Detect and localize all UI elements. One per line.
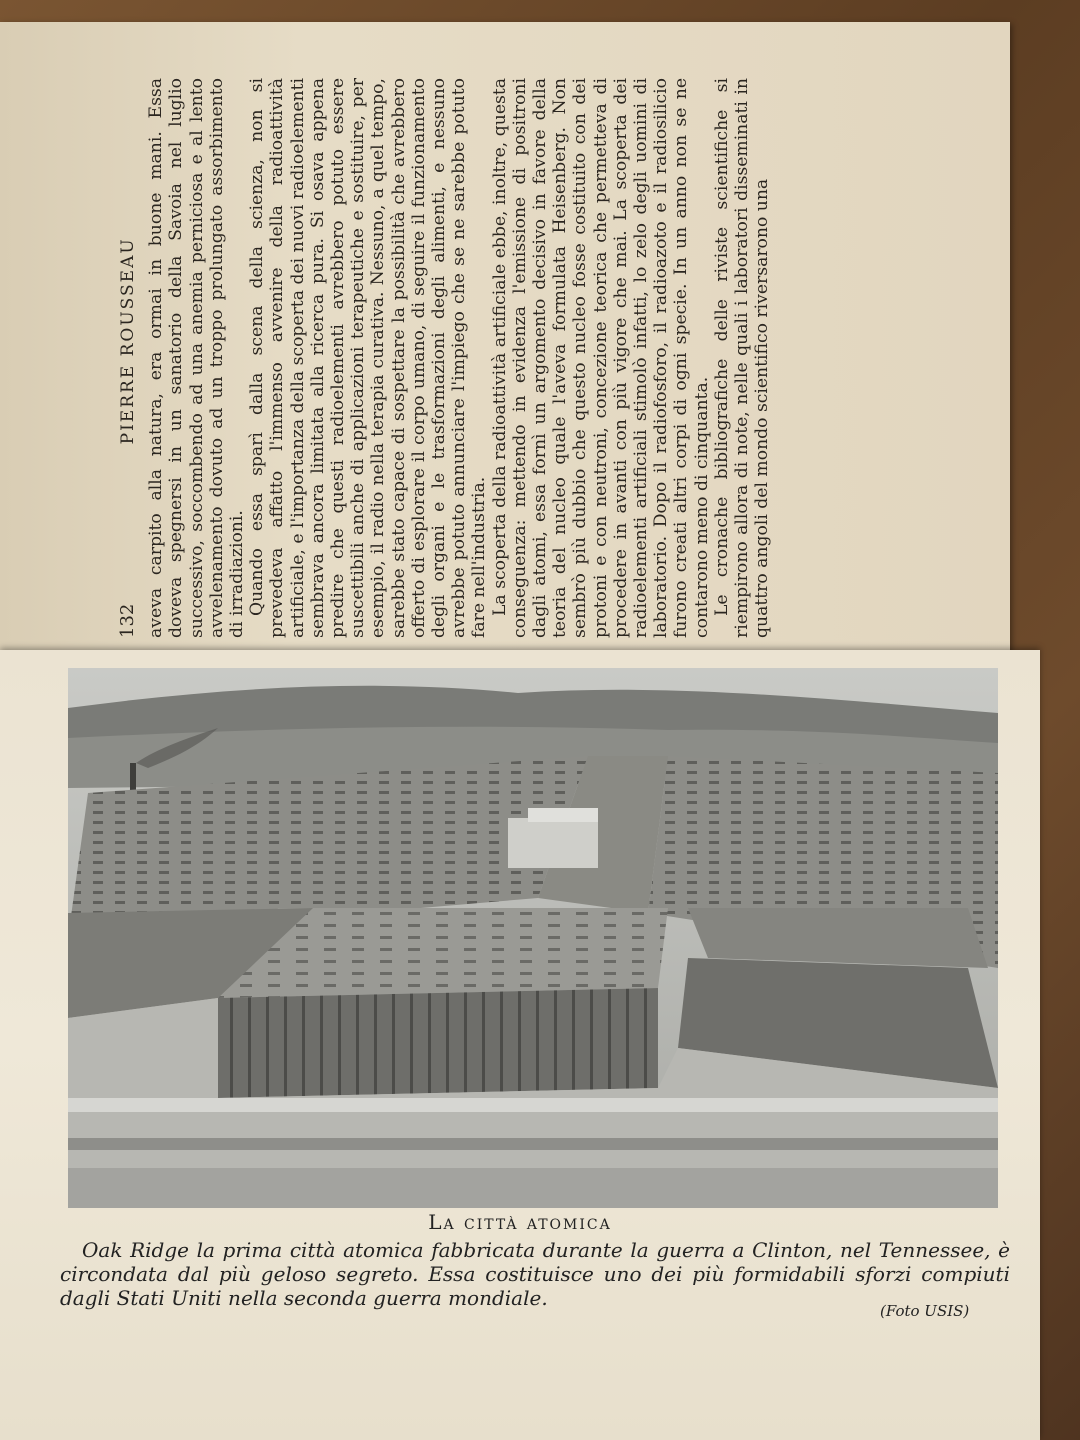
- paragraph: Le cronache bibliografiche delle riviste scientifiche si riempirono allora di note, nelle quali i laboratori disseminati in quattro angoli del mondo scientifico riversarono una: [711, 78, 773, 638]
- paragraph: aveva carpito alla natura, era ormai in buone mani. Essa doveva spegnersi in un sanatorio della Savoia nel luglio successivo, soccombendo ad una anemia perniciosa e al lento avvelenamento dovuto ad un troppo prolungato assorbimento di irradiazioni.: [146, 78, 248, 638]
- lower-book-page: [0, 650, 1040, 1440]
- paragraph: Quando essa sparì dalla scena della scienza, non si prevedeva affatto l'immenso avvenire della radioattività artificiale, e l'importanza della scoperta dei nuovi radioelementi sembrava ancora limitata alla ricerca pura. Si osava appena predire che questi radioelementi avrebbero potuto essere suscettibili anche di applicazioni terapeutiche e sostituire, per esempio, il radio nella terapia curativa. Nessuno, a quel tempo, sarebbe stato capace di sospettare la possibilità che avrebbero offerto di esplorare il corpo umano, di seguire il funzionamento degli organi e le trasformazioni degli alimenti, e nessuno avrebbe potuto annunciare l'impiego che se ne sarebbe potuto fare nell'industria.: [247, 78, 490, 638]
- running-header: PIERRE ROUSSEAU: [118, 237, 138, 445]
- photo-caption-title: La città atomica: [428, 1210, 612, 1234]
- page-number: 132: [117, 603, 138, 638]
- photo-credit: (Foto USIS): [880, 1302, 970, 1320]
- page-header: [118, 78, 138, 638]
- photo-caption-body: Oak Ridge la prima città atomica fabbricata durante la guerra a Clinton, nel Tennessee, è circondata dal più geloso segreto. Essa costituisce uno dei più formidabili sforzi compiuti dagli Stati Uniti nella seconda guerra mondiale.: [60, 1238, 1010, 1310]
- upper-book-page: [0, 22, 1010, 658]
- rotated-text-block: [117, 78, 773, 638]
- paragraph: La scoperta della radioattività artificiale ebbe, inoltre, questa conseguenza: mettendo in evidenza l'emissione di positroni dagli atomi, essa fornì un argomento decisivo in favore della teoria del nucleo quale l'aveva formulata Heisenberg. Non sembrò più dubbio che questo nucleo fosse costituito con dei protoni e con neutroni, concezione teorica che permetteva di procedere in avanti con più vigore che mai. La scoperta dei radioelementi artificiali stimolò infatti, lo zelo degli uomini di laboratorio. Dopo il radiofosforo, il radioazoto e il radiosilicio furono creati altri corpi di ogni specie. In un anno non se ne contarono meno di cinquanta.: [489, 78, 712, 638]
- factory-photograph: [68, 668, 998, 1208]
- factory-photo-illustration: [68, 668, 998, 1208]
